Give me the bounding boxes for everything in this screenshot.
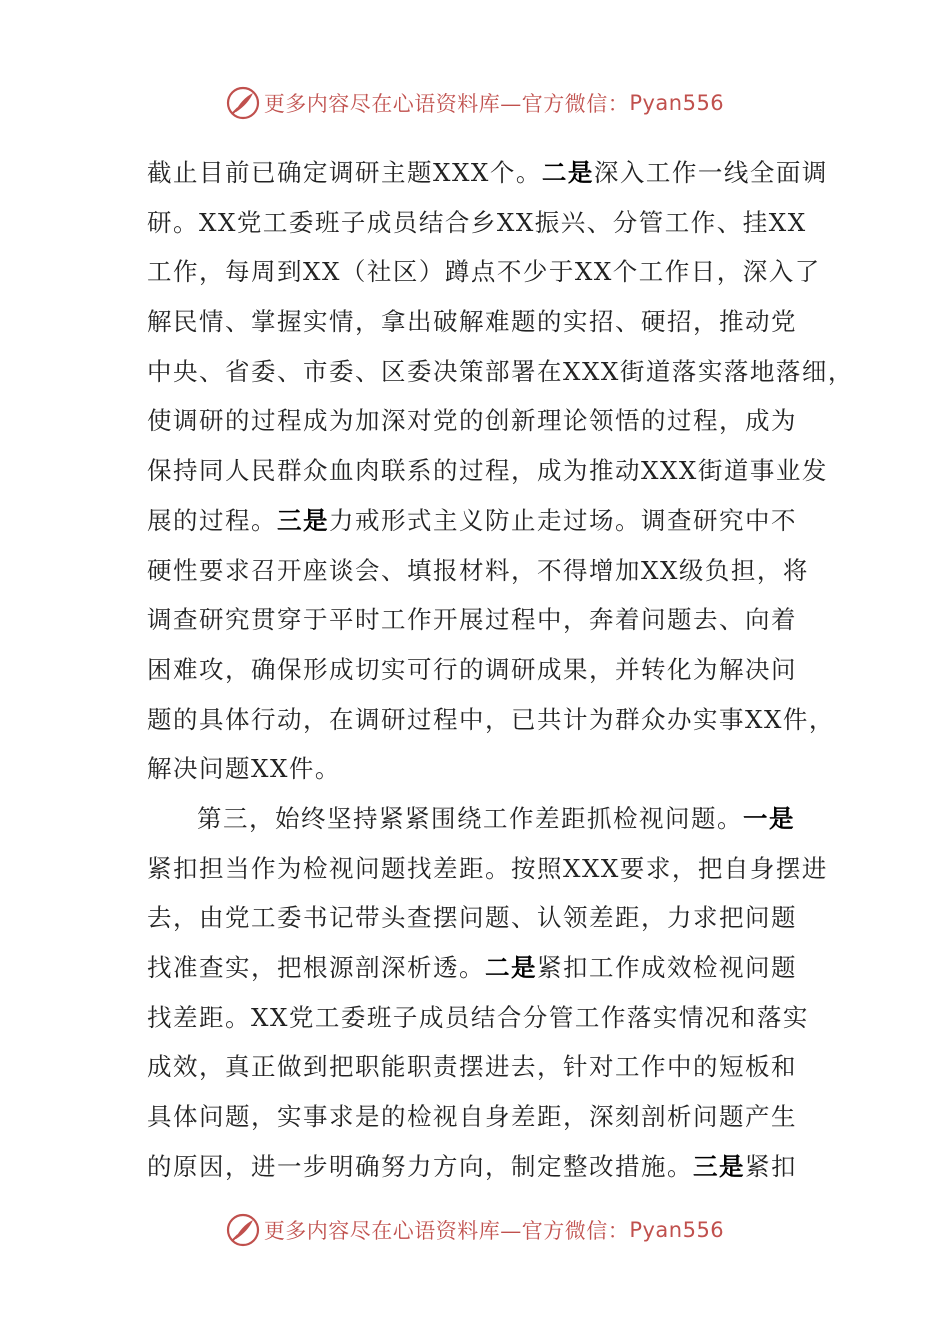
text-line — [147, 844, 827, 894]
line-text: 截止目前已确定调研主题XXX个。 — [147, 158, 542, 187]
line-text: 找准查实，把根源剖深析透。 — [147, 953, 485, 982]
line-text: 找差距。XX党工委班子成员结合分管工作落实情况和落实 — [147, 1002, 809, 1032]
line-text: 紧扣担当作为检视问题找差距。按照XXX要求，把自身摆进 — [147, 853, 828, 883]
text-line — [147, 645, 827, 695]
text-line — [147, 1142, 827, 1192]
emphasis-text: 三是 — [277, 505, 329, 535]
line-text: 研。XX党工委班子成员结合乡XX振兴、分管工作、挂XX — [147, 207, 807, 237]
wechat-handle: Pyan556 — [629, 1218, 725, 1242]
emphasis-text: 二是 — [485, 953, 537, 982]
line-text: 展的过程。 — [147, 505, 277, 535]
line-text: 使调研的过程成为加深对党的创新理论领悟的过程，成为 — [147, 406, 797, 436]
watermark-text: 更多内容尽在心语资料库—官方微信： — [263, 1219, 630, 1243]
line-text: 紧扣工作成效检视问题 — [537, 953, 797, 982]
text-line — [147, 396, 827, 446]
line-text: 的原因，进一步明确努力方向，制定整改措施。 — [147, 1151, 693, 1181]
line-text: 困难攻，确保形成切实可行的调研成果，并转化为解决问 — [147, 654, 797, 684]
text-line — [147, 893, 827, 943]
line-text: 具体问题，实事求是的检视自身差距，深刻剖析问题产生 — [147, 1102, 797, 1132]
header-watermark — [0, 83, 950, 123]
line-text: 紧扣 — [745, 1151, 797, 1181]
emphasis-text: 一是 — [743, 803, 795, 833]
line-text: 调查研究贯穿于平时工作开展过程中，奔着问题去、向着 — [147, 605, 797, 635]
text-line — [147, 446, 827, 496]
text-line — [147, 347, 854, 397]
text-line — [147, 247, 827, 297]
line-text: 题的具体行动，在调研过程中，已共计为群众办实事XX件， — [147, 704, 835, 734]
emphasis-text: 二是 — [541, 158, 594, 187]
text-line — [147, 148, 827, 198]
text-line — [147, 1092, 827, 1142]
watermark-text: 更多内容尽在心语资料库—官方微信： — [263, 92, 630, 116]
line-text: 解民情、掌握实情，拿出破解难题的实招、硬招，推动党 — [147, 307, 797, 337]
text-line — [147, 943, 827, 993]
text-line — [147, 546, 827, 596]
text-line — [147, 993, 827, 1043]
text-line — [147, 198, 827, 248]
line-text: 解决问题XX件。 — [147, 754, 341, 784]
text-line — [147, 695, 835, 745]
document-body — [147, 148, 854, 1191]
footer-watermark — [0, 1210, 950, 1250]
line-text: 工作，每周到XX（社区）蹲点不少于XX个工作日，深入了 — [147, 257, 821, 287]
emphasis-text: 三是 — [693, 1151, 745, 1181]
text-line — [147, 595, 827, 645]
text-line — [147, 1042, 827, 1092]
line-text: 成效，真正做到把职能职责摆进去，针对工作中的短板和 — [147, 1052, 797, 1082]
line-text: 中央、省委、市委、区委决策部署在XXX街道落实落地落细， — [147, 356, 854, 386]
line-text: 去，由党工委书记带头查摆问题、认领差距，力求把问题 — [147, 903, 797, 933]
text-line — [147, 744, 827, 794]
line-text: 硬性要求召开座谈会、填报材料，不得增加XX级负担，将 — [147, 555, 809, 585]
text-line — [147, 496, 827, 546]
line-text: 第三，始终坚持紧紧围绕工作差距抓检视问题。 — [197, 803, 743, 833]
text-line — [147, 297, 827, 347]
quill-pen-icon — [226, 1213, 260, 1247]
text-line — [147, 794, 827, 844]
line-text: 力戒形式主义防止走过场。调查研究中不 — [329, 505, 797, 535]
wechat-handle: Pyan556 — [629, 91, 725, 115]
line-text: 保持同人民群众血肉联系的过程，成为推动XXX街道事业发 — [147, 456, 828, 486]
quill-pen-icon — [226, 86, 260, 120]
line-text: 深入工作一线全面调 — [593, 158, 828, 187]
